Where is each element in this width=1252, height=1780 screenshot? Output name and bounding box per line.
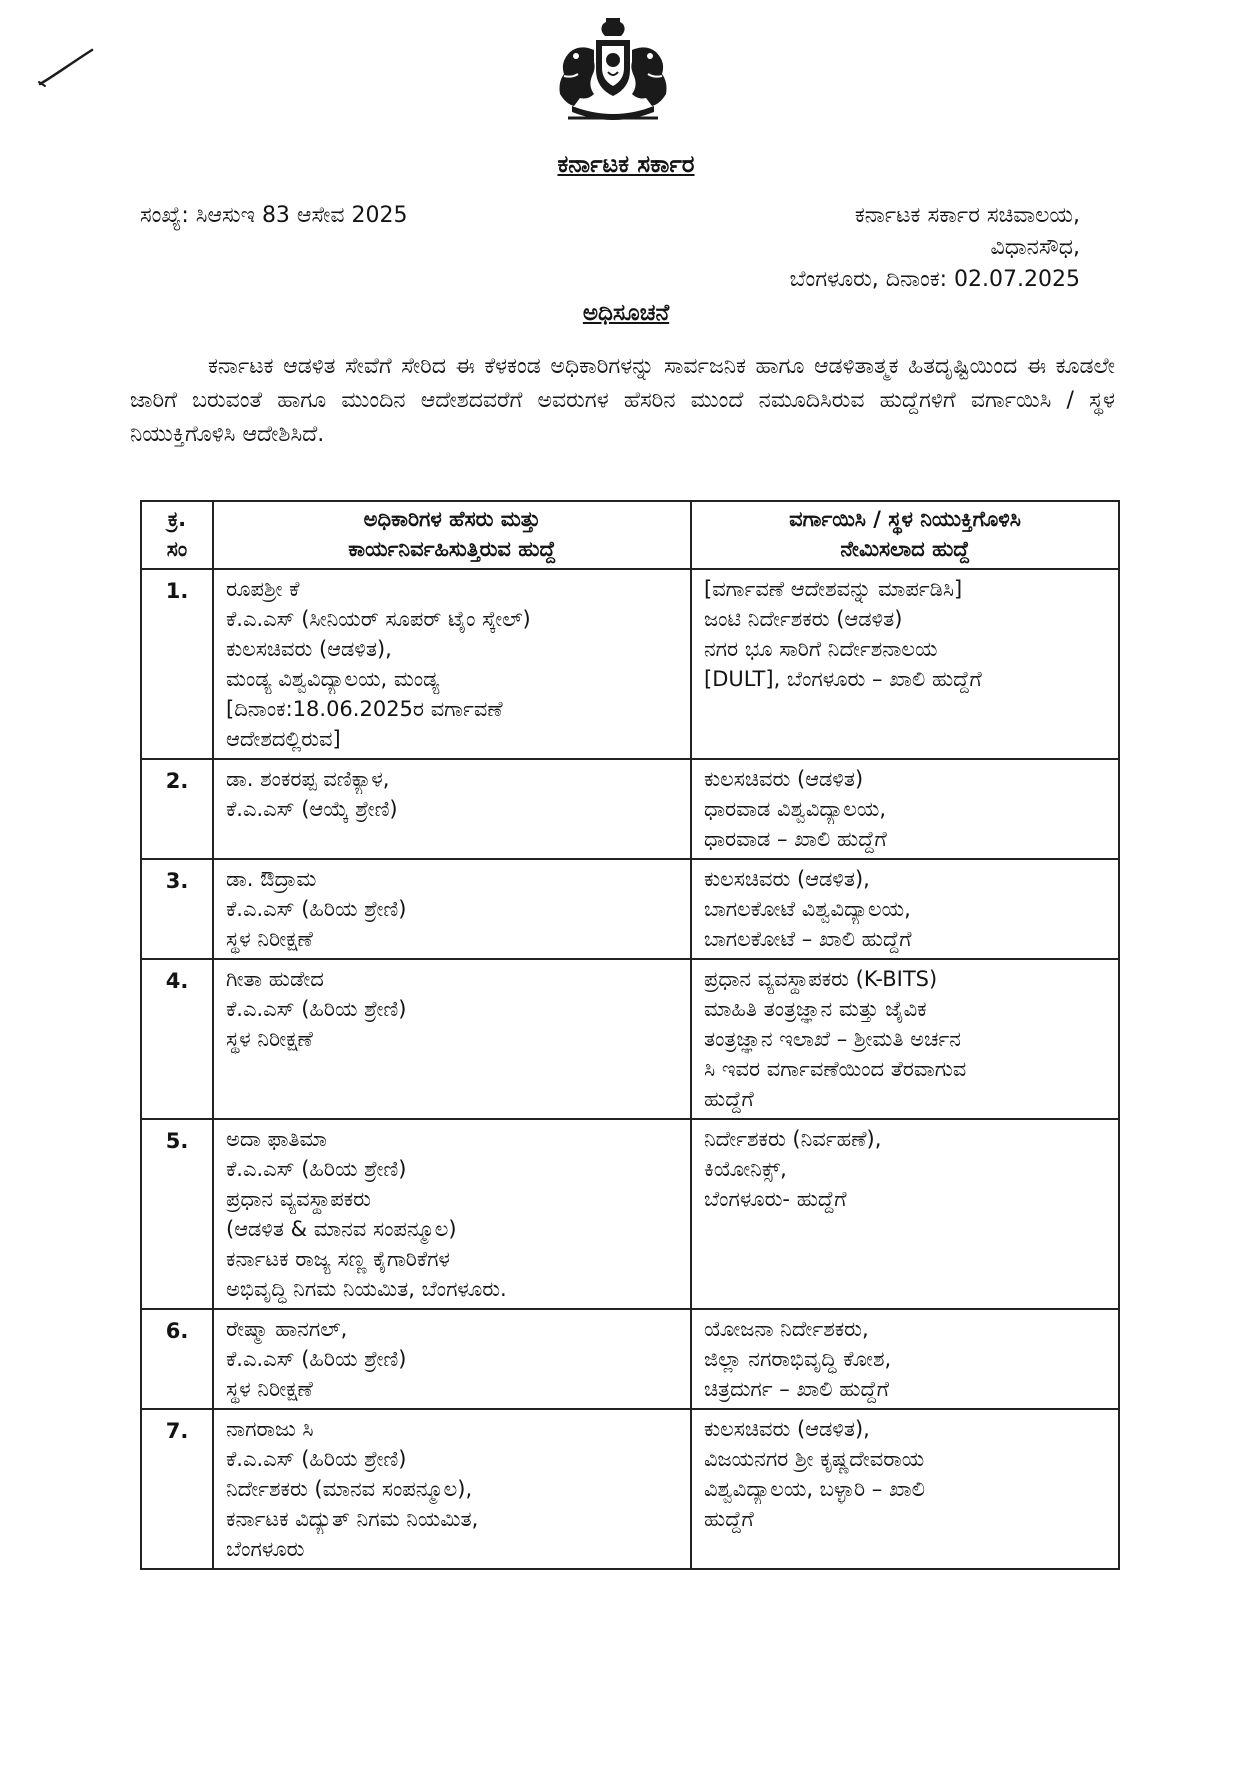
officer-line: ರೇಷ್ಮಾ ಹಾನಗಲ್, xyxy=(226,1317,348,1341)
officer-cell xyxy=(213,569,691,759)
posting-line: ಬಾಗಲಕೋಟೆ ವಿಶ್ವವಿದ್ಯಾಲಯ, xyxy=(704,897,911,921)
header-posting: ವರ್ಗಾಯಿಸಿ / ಸ್ಥಳ ನಿಯುಕ್ತಿಗೊಳಿಸಿ ನೇಮಿಸಲಾದ ಹುದ್ದೆ xyxy=(691,501,1119,569)
officer-line: [ದಿನಾಂಕ:18.06.2025ರ ವರ್ಗಾವಣೆ xyxy=(226,697,503,721)
order-number: ಸಂಖ್ಯೆ: ಸಿಆಸುಇ 83 ಆಸೇವ 2025 xyxy=(140,203,408,228)
officer-line: ಕರ್ನಾಟಕ ವಿದ್ಯುತ್ ನಿಗಮ ನಿಯಮಿತ, xyxy=(226,1507,479,1531)
posting-line: ಕುಲಸಚಿವರು (ಆಡಳಿತ), xyxy=(704,1417,870,1441)
posting-line: ಜಿಲ್ಲಾ ನಗರಾಭಿವೃದ್ಧಿ ಕೋಶ, xyxy=(704,1347,892,1371)
office-address xyxy=(720,200,1080,296)
posting-line: ಕಿಯೋನಿಕ್ಸ್, xyxy=(704,1157,787,1181)
table-row xyxy=(141,759,1119,859)
address-line: ವಿಧಾನಸೌಧ, xyxy=(990,235,1080,260)
pen-tick-mark-icon xyxy=(36,46,96,88)
officer-line: ಪ್ರಧಾನ ವ್ಯವಸ್ಥಾಪಕರು xyxy=(226,1187,371,1211)
posting-cell xyxy=(691,1309,1119,1409)
officer-line: ಕೆ.ಎ.ಎಸ್ (ಆಯ್ಕೆ ಶ್ರೇಣಿ) xyxy=(226,797,398,821)
posting-line: ಕುಲಸಚಿವರು (ಆಡಳಿತ) xyxy=(704,767,864,791)
posting-cell xyxy=(691,759,1119,859)
serial-number: 5. xyxy=(141,1119,213,1309)
table-row xyxy=(141,1119,1119,1309)
officer-line: ಕರ್ನಾಟಕ ರಾಜ್ಯ ಸಣ್ಣ ಕೈಗಾರಿಕೆಗಳ xyxy=(226,1247,450,1271)
officer-line: ಡಾ. ಔದ್ರಾಮ xyxy=(226,867,317,891)
posting-line: ಹುದ್ದೆಗೆ xyxy=(704,1087,754,1111)
officer-line: ಸ್ಥಳ ನಿರೀಕ್ಷಣೆ xyxy=(226,1377,313,1401)
officer-line: ಕೆ.ಎ.ಎಸ್ (ಹಿರಿಯ ಶ್ರೇಣಿ) xyxy=(226,897,407,921)
posting-cell xyxy=(691,959,1119,1119)
posting-line: ತಂತ್ರಜ್ಞಾನ ಇಲಾಖೆ – ಶ್ರೀಮತಿ ಅರ್ಚನ xyxy=(704,1027,961,1051)
posting-line: ಸಿ ಇವರ ವರ್ಗಾವಣೆಯಿಂದ ತೆರವಾಗುವ xyxy=(704,1057,967,1081)
posting-cell xyxy=(691,1119,1119,1309)
officer-cell xyxy=(213,1119,691,1309)
address-line: ಕರ್ನಾಟಕ ಸರ್ಕಾರ ಸಚಿವಾಲಯ, xyxy=(854,203,1080,228)
table-header-row xyxy=(141,501,1119,569)
serial-number: 7. xyxy=(141,1409,213,1569)
posting-cell xyxy=(691,1409,1119,1569)
table-row xyxy=(141,1309,1119,1409)
officer-line: ಗೀತಾ ಹುಡೇದ xyxy=(226,967,324,991)
serial-number: 2. xyxy=(141,759,213,859)
officer-line: (ಆಡಳಿತ & ಮಾನವ ಸಂಪನ್ಮೂಲ) xyxy=(226,1217,457,1241)
posting-line: ಮಾಹಿತಿ ತಂತ್ರಜ್ಞಾನ ಮತ್ತು ಜೈವಿಕ xyxy=(704,997,927,1021)
officer-cell xyxy=(213,1309,691,1409)
posting-line: ಯೋಜನಾ ನಿರ್ದೇಶಕರು, xyxy=(704,1317,869,1341)
officer-line: ಡಾ. ಶಂಕರಪ್ಪ ವಣಿಕ್ಯಾಳ, xyxy=(226,767,390,791)
header-serial-number: ಕ್ರ. ಸಂ xyxy=(141,501,213,569)
posting-line: ಬೆಂಗಳೂರು- ಹುದ್ದೆಗೆ xyxy=(704,1187,847,1211)
table-row xyxy=(141,859,1119,959)
posting-line: ಹುದ್ದೆಗೆ xyxy=(704,1507,754,1531)
posting-line: ಜಂಟಿ ನಿರ್ದೇಶಕರು (ಆಡಳಿತ) xyxy=(704,607,903,631)
officer-cell xyxy=(213,959,691,1119)
table-row xyxy=(141,1409,1119,1569)
table-row xyxy=(141,569,1119,759)
officer-line: ಆದೇಶದಲ್ಲಿರುವ] xyxy=(226,727,341,751)
officer-cell xyxy=(213,1409,691,1569)
officer-line: ಬೆಂಗಳೂರು xyxy=(226,1537,305,1561)
officer-cell xyxy=(213,859,691,959)
posting-line: ಚಿತ್ರದುರ್ಗ – ಖಾಲಿ ಹುದ್ದೆಗೆ xyxy=(704,1377,889,1401)
posting-line: ವಿಶ್ವವಿದ್ಯಾಲಯ, ಬಳ್ಳಾರಿ – ಖಾಲಿ xyxy=(704,1477,926,1501)
officer-line: ಅಭಿವೃದ್ಧಿ ನಿಗಮ ನಿಯಮಿತ, ಬೆಂಗಳೂರು. xyxy=(226,1277,507,1301)
notification-body: ಕರ್ನಾಟಕ ಆಡಳಿತ ಸೇವೆಗೆ ಸೇರಿದ ಈ ಕೆಳಕಂಡ ಅಧಿಕಾರಿಗಳನ್ನು ಸಾರ್ವಜನಿಕ ಹಾಗೂ ಆಡಳಿತಾತ್ಮಕ ಹಿತದೃಷ್ಟಿಯಿಂದ ಈ ಕೂಡಲೇ ಜಾರಿಗೆ ಬರುವಂತೆ ಹಾಗೂ ಮುಂದಿನ ಆದೇಶದವರೆಗೆ ಅವರುಗಳ ಹೆಸರಿನ ಮುಂದೆ ನಮೂದಿಸಿರುವ ಹುದ್ದೆಗಳಿಗೆ ವರ್ಗಾಯಿಸಿ / ಸ್ಥಳ ನಿಯುಕ್ತಿಗೊಳಿಸಿ ಆದೇಶಿಸಿದೆ. xyxy=(130,354,1115,447)
serial-number: 3. xyxy=(141,859,213,959)
officer-line: ಕೆ.ಎ.ಎಸ್ (ಹಿರಿಯ ಶ್ರೇಣಿ) xyxy=(226,997,407,1021)
posting-line: ಪ್ರಧಾನ ವ್ಯವಸ್ಥಾಪಕರು (K-BITS) xyxy=(704,967,938,991)
officer-cell xyxy=(213,759,691,859)
address-date-line: ಬೆಂಗಳೂರು, ದಿನಾಂಕ: 02.07.2025 xyxy=(789,267,1080,292)
officer-line: ನಿರ್ದೇಶಕರು (ಮಾನವ ಸಂಪನ್ಮೂಲ), xyxy=(226,1477,473,1501)
posting-line: ಕುಲಸಚಿವರು (ಆಡಳಿತ), xyxy=(704,867,870,891)
posting-line: ಧಾರವಾಡ – ಖಾಲಿ ಹುದ್ದೆಗೆ xyxy=(704,827,887,851)
serial-number: 4. xyxy=(141,959,213,1119)
officer-line: ಕೆ.ಎ.ಎಸ್ (ಹಿರಿಯ ಶ್ರೇಣಿ) xyxy=(226,1157,407,1181)
header-officer: ಅಧಿಕಾರಿಗಳ ಹೆಸರು ಮತ್ತು ಕಾರ್ಯನಿರ್ವಹಿಸುತ್ತಿರುವ ಹುದ್ದೆ xyxy=(213,501,691,569)
posting-line: [DULT], ಬೆಂಗಳೂರು – ಖಾಲಿ ಹುದ್ದೆಗೆ xyxy=(704,667,982,691)
posting-line: ನಿರ್ದೇಶಕರು (ನಿರ್ವಹಣೆ), xyxy=(704,1127,882,1151)
government-title: ಕರ್ನಾಟಕ ಸರ್ಕಾರ xyxy=(557,150,695,178)
posting-cell xyxy=(691,859,1119,959)
officer-line: ಮಂಡ್ಯ ವಿಶ್ವವಿದ್ಯಾಲಯ, ಮಂಡ್ಯ xyxy=(226,667,440,691)
officer-line: ಕೆ.ಎ.ಎಸ್ (ಹಿರಿಯ ಶ್ರೇಣಿ) xyxy=(226,1447,407,1471)
notification-title: ಅಧಿಸೂಚನೆ xyxy=(582,300,670,326)
officer-line: ಸ್ಥಳ ನಿರೀಕ್ಷಣೆ xyxy=(226,1027,313,1051)
posting-line: ನಗರ ಭೂ ಸಾರಿಗೆ ನಿರ್ದೇಶನಾಲಯ xyxy=(704,637,938,661)
posting-line: ವಿಜಯನಗರ ಶ್ರೀ ಕೃಷ್ಣದೇವರಾಯ xyxy=(704,1447,925,1471)
transfer-table xyxy=(140,500,1120,1570)
table-row xyxy=(141,959,1119,1119)
officer-line: ಅದಾ ಫಾತಿಮಾ xyxy=(226,1127,327,1151)
posting-cell xyxy=(691,569,1119,759)
officer-line: ಕೆ.ಎ.ಎಸ್ (ಸೀನಿಯರ್ ಸೂಪರ್ ಟೈಂ ಸ್ಕೇಲ್) xyxy=(226,607,531,631)
officer-line: ಕೆ.ಎ.ಎಸ್ (ಹಿರಿಯ ಶ್ರೇಣಿ) xyxy=(226,1347,407,1371)
karnataka-state-emblem-icon xyxy=(548,14,678,126)
officer-line: ನಾಗರಾಜು ಸಿ xyxy=(226,1417,314,1441)
posting-line: [ವರ್ಗಾವಣೆ ಆದೇಶವನ್ನು ಮಾರ್ಪಡಿಸಿ] xyxy=(704,577,963,601)
officer-line: ಕುಲಸಚಿವರು (ಆಡಳಿತ), xyxy=(226,637,392,661)
officer-line: ಸ್ಥಳ ನಿರೀಕ್ಷಣೆ xyxy=(226,927,313,951)
officer-line: ರೂಪಶ್ರೀ ಕೆ xyxy=(226,577,300,601)
posting-line: ಬಾಗಲಕೋಟೆ – ಖಾಲಿ ಹುದ್ದೆಗೆ xyxy=(704,927,912,951)
posting-line: ಧಾರವಾಡ ವಿಶ್ವವಿದ್ಯಾಲಯ, xyxy=(704,797,887,821)
serial-number: 6. xyxy=(141,1309,213,1409)
serial-number: 1. xyxy=(141,569,213,759)
